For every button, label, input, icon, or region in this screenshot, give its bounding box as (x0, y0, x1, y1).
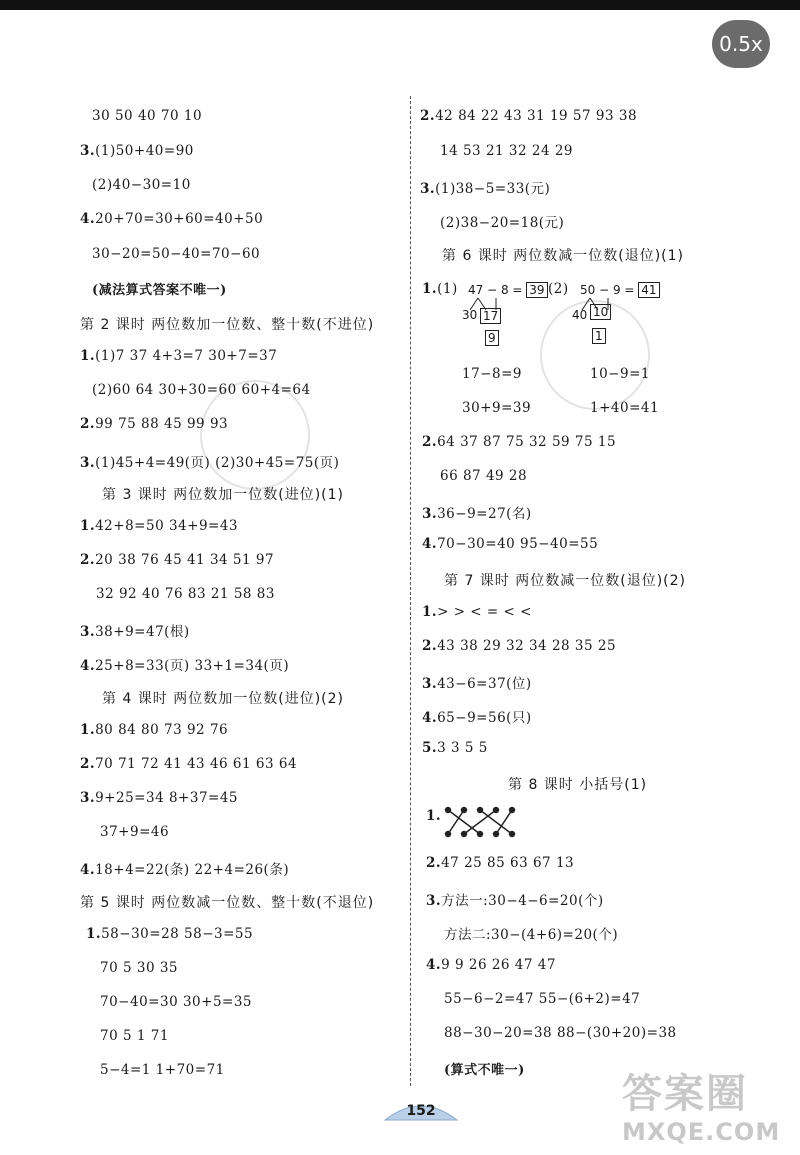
answer-line: 37+9=46 (100, 824, 170, 840)
answer-line: 2.20 38 76 45 41 34 51 97 (80, 552, 275, 568)
answer-line: (2)38−20=18(元) (440, 215, 565, 231)
answer-line: 14 53 21 32 24 29 (440, 143, 574, 159)
answer-line: 2.64 37 87 75 32 59 75 15 (422, 434, 617, 450)
answer-line: 1.(1) (422, 281, 458, 297)
answer-line: 30+9=39 (462, 400, 532, 416)
answer-line: 1.> > < = < < (422, 604, 532, 620)
answer-line: 4.20+70=30+60=40+50 (80, 211, 264, 227)
answer-note: (算式不唯一) (444, 1063, 525, 1078)
answer-line: 1.(1)7 37 4+3=7 30+7=37 (80, 348, 278, 364)
lesson-heading: 第 4 课时 两位数加一位数(进位)(2) (102, 691, 345, 707)
answer-line: (2) (548, 281, 569, 297)
answer-line: 1.42+8=50 34+9=43 (80, 518, 239, 534)
decomposition-part-box: 9 (485, 330, 499, 346)
watermark-logo: 答案圈 (622, 1071, 748, 1117)
answer-line: (2)60 64 30+30=60 60+4=64 (92, 382, 311, 398)
lesson-heading: 第 7 课时 两位数减一位数(退位)(2) (444, 573, 687, 589)
answer-line: 1.58−30=28 58−3=55 (86, 926, 254, 942)
matching-lines-diagram (444, 804, 524, 840)
answer-line: 4.25+8=33(页) 33+1=34(页) (80, 658, 290, 674)
answer-line: 70−40=30 30+5=35 (100, 994, 253, 1010)
answer-line: 4.9 9 26 26 47 47 (426, 957, 556, 973)
answer-line: 3.(1)38−5=33(元) (420, 181, 551, 197)
answer-line: 2.47 25 85 63 67 13 (426, 855, 575, 871)
lesson-heading: 第 3 课时 两位数加一位数(进位)(1) (102, 487, 345, 503)
answer-line: 3.38+9=47(根) (80, 624, 190, 640)
lesson-heading: 第 2 课时 两位数加一位数、整十数(不进位) (80, 317, 375, 333)
answer-line: 3.(1)50+40=90 (80, 143, 194, 159)
diagram-answer-box: 39 (526, 282, 547, 298)
answer-line: 88−30−20=38 88−(30+20)=38 (444, 1025, 677, 1041)
answer-line: 70 5 30 35 (100, 960, 178, 976)
answer-line: 3.(1)45+4=49(页) (2)30+45=75(页) (80, 455, 340, 471)
decomposition-part: 40 (572, 308, 588, 322)
answer-line: 30−20=50−40=70−60 (92, 246, 261, 262)
answer-line: 4.70−30=40 95−40=55 (422, 536, 599, 552)
diagram-expression: 47 − 8 = (468, 283, 523, 297)
answer-line: 5.3 3 5 5 (422, 740, 488, 756)
answer-line: 3.9+25=34 8+37=45 (80, 790, 239, 806)
answer-line: 方法二:30−(4+6)=20(个) (444, 927, 619, 943)
answer-line: 2.42 84 22 43 31 19 57 93 38 (420, 108, 638, 124)
lesson-heading: 第 8 课时 小括号(1) (508, 777, 648, 793)
decomposition-part-box: 10 (590, 304, 611, 320)
page-number: 152 (406, 1103, 436, 1119)
answer-note: (减法算式答案不唯一) (92, 283, 227, 298)
answer-line: 4.18+4=22(条) 22+4=26(条) (80, 862, 290, 878)
answer-line: 3.36−9=27(名) (422, 506, 532, 522)
answer-line: 70 5 1 71 (100, 1028, 169, 1044)
lesson-heading: 第 6 课时 两位数减一位数(退位)(1) (442, 248, 685, 264)
answer-line: 66 87 49 28 (440, 468, 528, 484)
answer-line: 1. (426, 808, 442, 824)
watermark-url: MXQE.COM (622, 1118, 781, 1146)
answer-line: 1.80 84 80 73 92 76 (80, 722, 229, 738)
diagram-answer-box: 41 (638, 282, 659, 298)
decomposition-part-box: 17 (480, 308, 501, 324)
answer-line: 10−9=1 (590, 366, 650, 382)
answer-line: 2.43 38 29 32 34 28 35 25 (422, 638, 617, 654)
answer-line: (2)40−30=10 (92, 177, 191, 193)
answer-line: 55−6−2=47 55−(6+2)=47 (444, 991, 641, 1007)
decomposition-part: 30 (462, 308, 478, 322)
playback-speed-button[interactable]: 0.5x (712, 20, 770, 68)
answer-line: 1+40=41 (590, 400, 660, 416)
answer-line: 3.43−6=37(位) (422, 676, 532, 692)
top-bar (0, 0, 800, 10)
diagram-expression: 50 − 9 = (580, 283, 635, 297)
lesson-heading: 第 5 课时 两位数减一位数、整十数(不退位) (80, 895, 375, 911)
answer-line: 4.65−9=56(只) (422, 710, 532, 726)
answer-line: 2.99 75 88 45 99 93 (80, 416, 229, 432)
answer-line: 2.70 71 72 41 43 46 61 63 64 (80, 756, 298, 772)
answer-line: 32 92 40 76 83 21 58 83 (96, 586, 275, 602)
answer-line: 17−8=9 (462, 366, 522, 382)
answer-line: 5−4=1 1+70=71 (100, 1062, 225, 1078)
column-divider (410, 96, 411, 1086)
answer-line: 3.方法一:30−4−6=20(个) (426, 893, 604, 909)
answer-line: 30 50 40 70 10 (92, 108, 203, 124)
decomposition-part-box: 1 (592, 328, 606, 344)
